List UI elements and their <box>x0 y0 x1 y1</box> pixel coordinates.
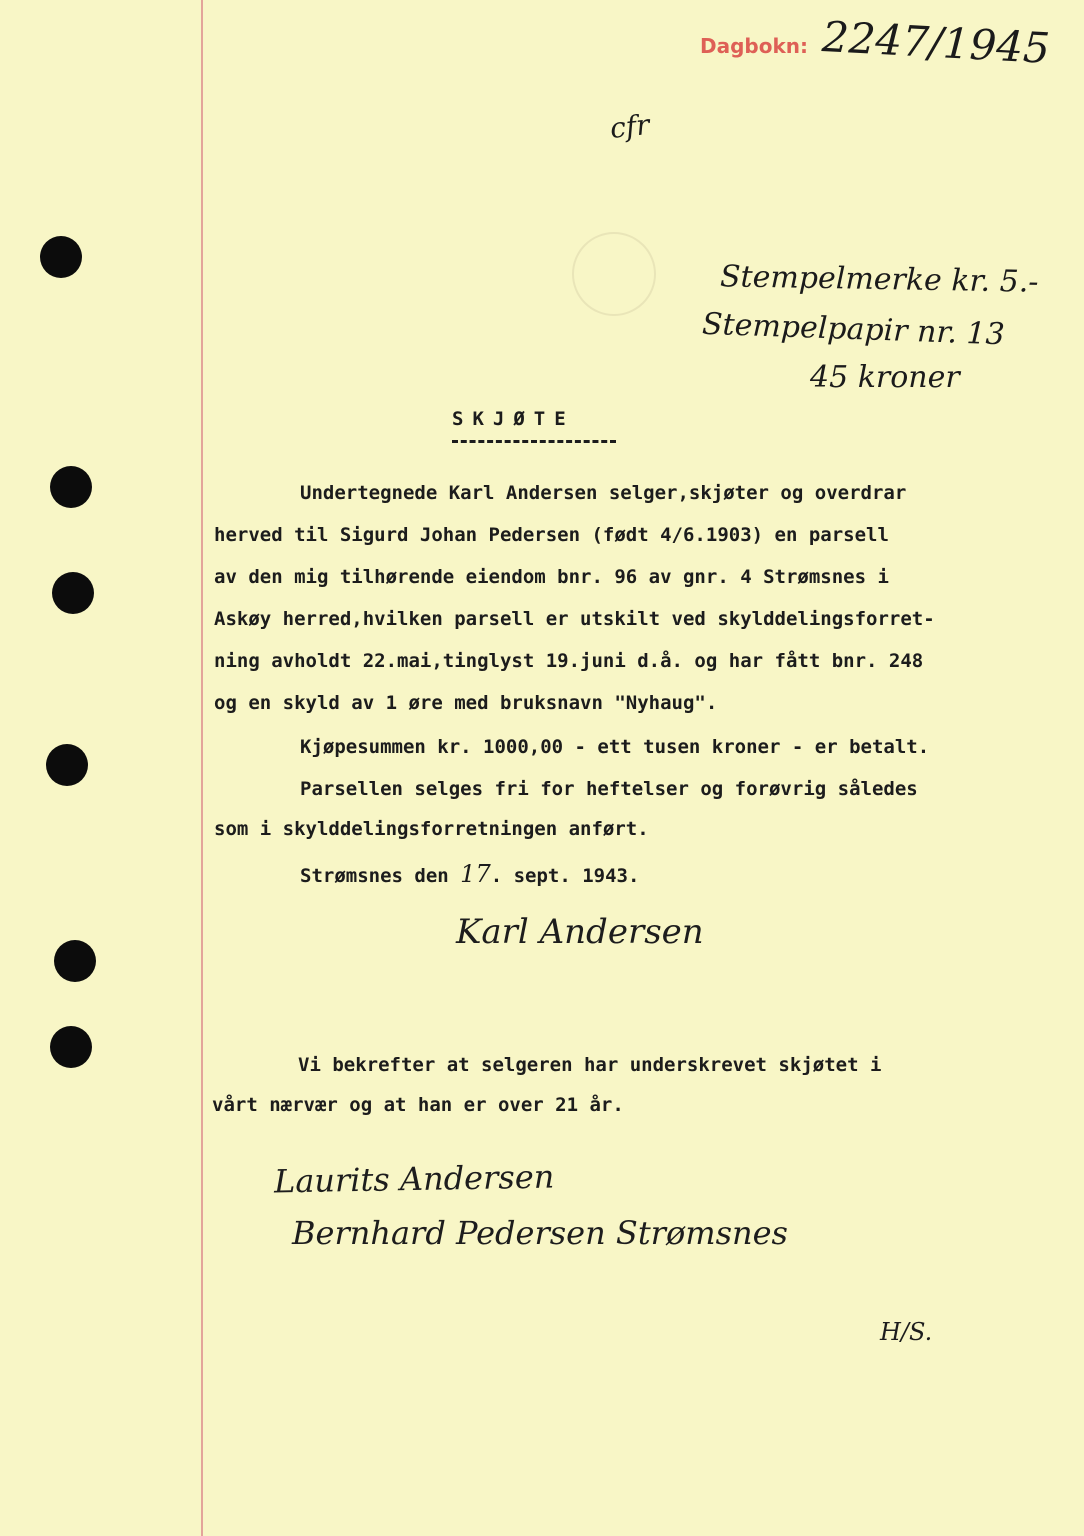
body-line: Parsellen selges fri for heftelser og forøvrig således <box>300 778 918 800</box>
punch-hole <box>50 1026 92 1068</box>
stamp-note: Stempelmerke kr. 5.- <box>719 259 1039 300</box>
stamp-note: 45 kroner <box>810 360 960 395</box>
body-line: herved til Sigurd Johan Pedersen (født 4/6.1903) en parsell <box>214 524 889 546</box>
punch-hole <box>50 466 92 508</box>
body-line: Undertegnede Karl Andersen selger,skjøter og overdrar <box>300 482 907 504</box>
body-line: og en skyld av 1 øre med bruksnavn "Nyhaug". <box>214 692 718 714</box>
body-line: Askøy herred,hvilken parsell er utskilt ved skylddelingsforret- <box>214 608 935 630</box>
punch-hole <box>40 236 82 278</box>
witness-line: Vi bekrefter at selgeren har underskrevet skjøtet i <box>298 1054 882 1076</box>
date-suffix: . sept. 1943. <box>490 865 640 887</box>
corner-initials: H/S. <box>880 1318 933 1346</box>
stamp-note: Stempelpapir nr. 13 <box>701 306 1006 353</box>
margin-rule <box>201 0 203 1536</box>
date-prefix: Strømsnes den <box>300 865 449 887</box>
faint-seal-mark <box>572 232 656 316</box>
date-day: 17 <box>460 860 491 888</box>
punch-hole <box>46 744 88 786</box>
body-line: Kjøpesummen kr. 1000,00 - ett tusen kroner - er betalt. <box>300 736 930 758</box>
witness-line: vårt nærvær og at han er over 21 år. <box>212 1094 624 1116</box>
title-underline <box>452 440 616 443</box>
witness-signature: Bernhard Pedersen Strømsnes <box>292 1214 788 1252</box>
body-line: ning avholdt 22.mai,tinglyst 19.juni d.å. og har fått bnr. 248 <box>214 650 924 672</box>
top-initials: cfr <box>608 108 652 145</box>
body-line: som i skylddelingsforretningen anført. <box>214 818 649 840</box>
date-line <box>300 860 639 888</box>
body-line: av den mig tilhørende eiendom bnr. 96 av gnr. 4 Strømsnes i <box>214 566 889 588</box>
witness-signature: Laurits Andersen <box>273 1157 555 1201</box>
reference-number: 2247/1945 <box>820 12 1052 73</box>
punch-hole <box>52 572 94 614</box>
punch-hole <box>54 940 96 982</box>
document-title: SKJØTE <box>452 408 575 430</box>
dagbok-stamp: Dagbokn: <box>700 34 809 58</box>
seller-signature: Karl Andersen <box>456 912 704 952</box>
